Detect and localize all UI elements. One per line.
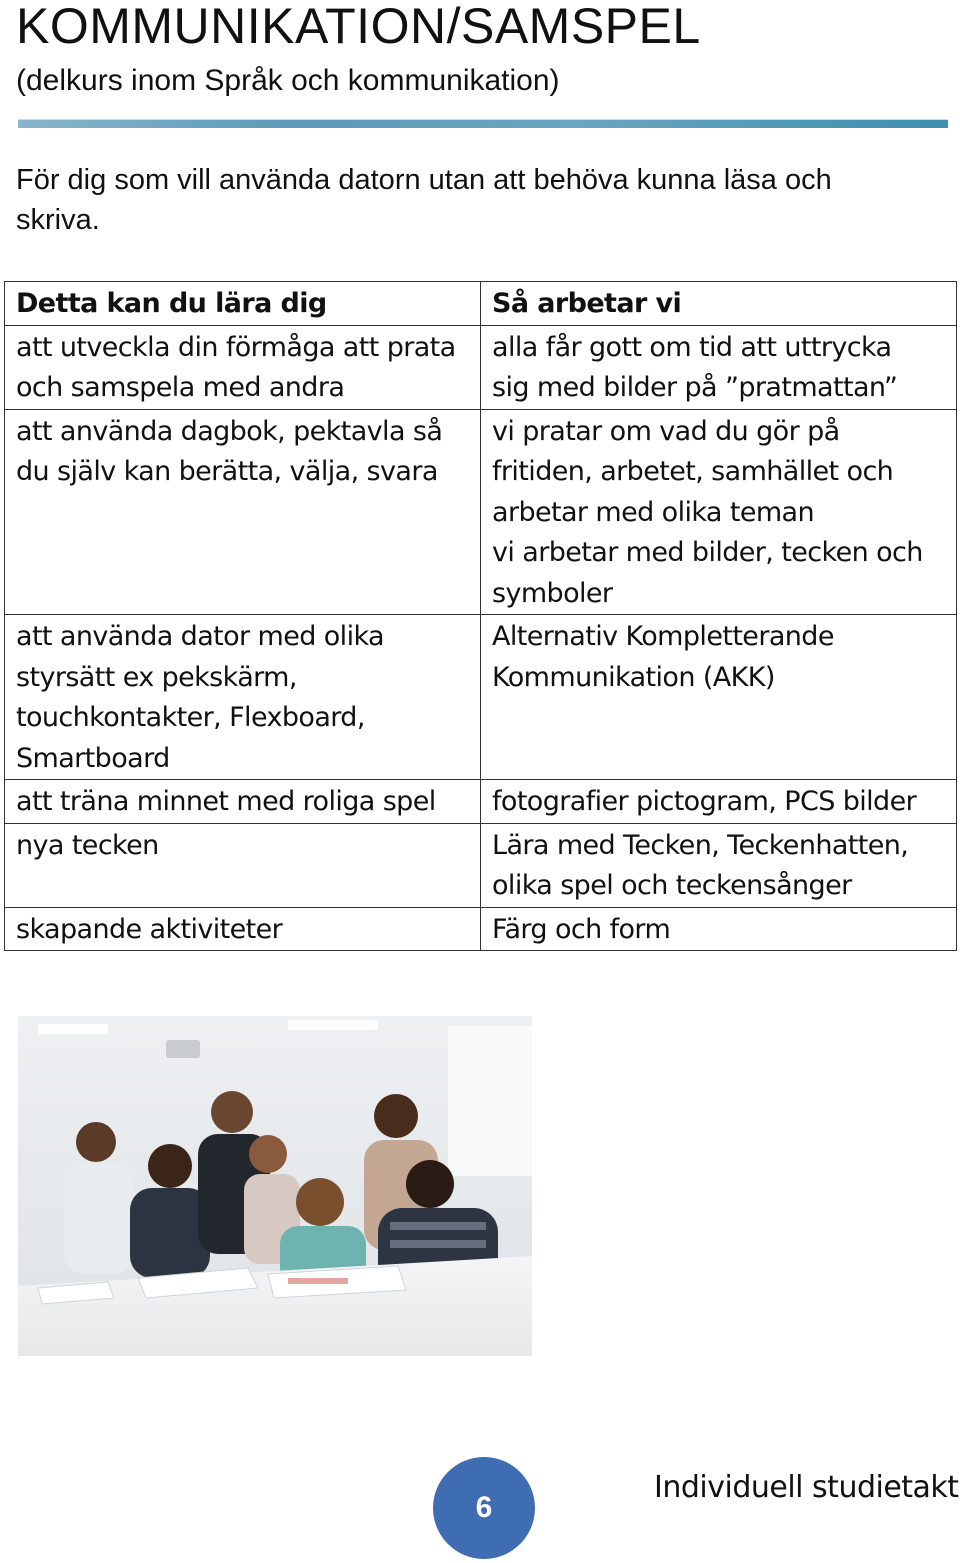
intro-line: För dig som vill använda datorn utan att behöva kunna läsa och: [16, 164, 832, 196]
table-cell-work: vi pratar om vad du gör på fritiden, arbetet, samhället och arbetar med olika teman vi arbetar med bilder, tecken och symboler: [481, 409, 957, 615]
header-divider: [18, 119, 948, 128]
table-row: [5, 907, 957, 951]
table-cell-learn: att utveckla din förmåga att prata och samspela med andra: [5, 325, 481, 409]
table-row: [5, 615, 957, 780]
table-cell-learn: att använda dagbok, pektavla så du själv kan berätta, välja, svara: [5, 409, 481, 615]
intro-paragraph: [16, 160, 916, 240]
course-table: [4, 281, 957, 951]
table-row: [5, 780, 957, 824]
table-row: [5, 409, 957, 615]
column-header-learn: Detta kan du lära dig: [5, 282, 481, 326]
table-row: [5, 823, 957, 907]
column-header-work: Så arbetar vi: [481, 282, 957, 326]
footer-label: Individuell studietakt: [654, 1470, 959, 1505]
table-cell-work: Alternativ Kompletterande Kommunikation (AKK): [481, 615, 957, 780]
page-title: KOMMUNIKATION/SAMSPEL: [16, 0, 701, 54]
table-cell-work: fotografier pictogram, PCS bilder: [481, 780, 957, 824]
students-photo: [18, 1016, 532, 1356]
table-cell-work: Lära med Tecken, Teckenhatten, olika spel och teckensånger: [481, 823, 957, 907]
table-cell-learn: att träna minnet med roliga spel: [5, 780, 481, 824]
table-row: [5, 325, 957, 409]
table-cell-learn: att använda dator med olika styrsätt ex pekskärm, touchkontakter, Flexboard, Smartboard: [5, 615, 481, 780]
table-cell-work: alla får gott om tid att uttrycka sig med bilder på ”pratmattan”: [481, 325, 957, 409]
page-number-badge: 6: [433, 1457, 535, 1559]
table-cell-work: Färg och form: [481, 907, 957, 951]
table-header-row: [5, 282, 957, 326]
table-cell-learn: skapande aktiviteter: [5, 907, 481, 951]
intro-line: skriva.: [16, 204, 100, 236]
page-subtitle: (delkurs inom Språk och kommunikation): [16, 64, 560, 97]
table-cell-learn: nya tecken: [5, 823, 481, 907]
